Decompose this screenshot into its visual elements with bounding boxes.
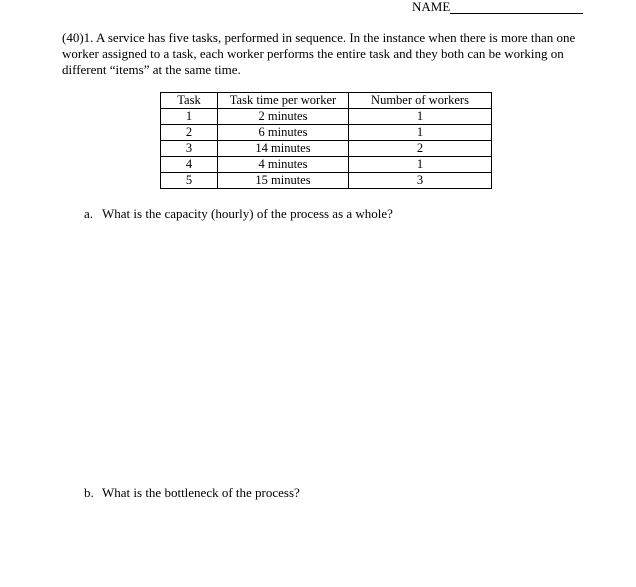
cell-task: 3 <box>161 141 218 157</box>
header-task-time: Task time per worker <box>218 93 349 109</box>
part-b-letter: b. <box>84 485 94 500</box>
name-label: NAME <box>412 0 451 14</box>
cell-time: 6 minutes <box>218 125 349 141</box>
table-row <box>161 173 492 189</box>
cell-workers: 2 <box>349 141 492 157</box>
cell-time: 2 minutes <box>218 109 349 125</box>
table-row <box>161 109 492 125</box>
cell-time: 14 minutes <box>218 141 349 157</box>
header-task: Task <box>161 93 218 109</box>
cell-task: 1 <box>161 109 218 125</box>
cell-time: 15 minutes <box>218 173 349 189</box>
table-row <box>161 125 492 141</box>
cell-task: 2 <box>161 125 218 141</box>
cell-workers: 1 <box>349 125 492 141</box>
cell-workers: 1 <box>349 109 492 125</box>
table-row <box>161 157 492 173</box>
name-blank-line <box>450 0 583 14</box>
cell-workers: 3 <box>349 173 492 189</box>
cell-workers: 1 <box>349 157 492 173</box>
header-number-of-workers: Number of workers <box>349 93 492 109</box>
cell-task: 5 <box>161 173 218 189</box>
cell-task: 4 <box>161 157 218 173</box>
part-a <box>84 206 393 222</box>
part-b-text: What is the bottleneck of the process? <box>102 485 300 500</box>
cell-time: 4 minutes <box>218 157 349 173</box>
part-a-text: What is the capacity (hourly) of the process as a whole? <box>102 206 393 221</box>
table-row <box>161 141 492 157</box>
name-field <box>412 0 583 14</box>
part-a-letter: a. <box>84 206 94 221</box>
task-table <box>160 92 492 189</box>
part-b <box>84 485 300 501</box>
table-header-row <box>161 93 492 109</box>
question-intro: (40)1. A service has five tasks, performed in sequence. In the instance when there is more than one worker assigned to a task, each worker performs the entire task and they both can be working on different “items” at the same time. <box>62 30 576 77</box>
